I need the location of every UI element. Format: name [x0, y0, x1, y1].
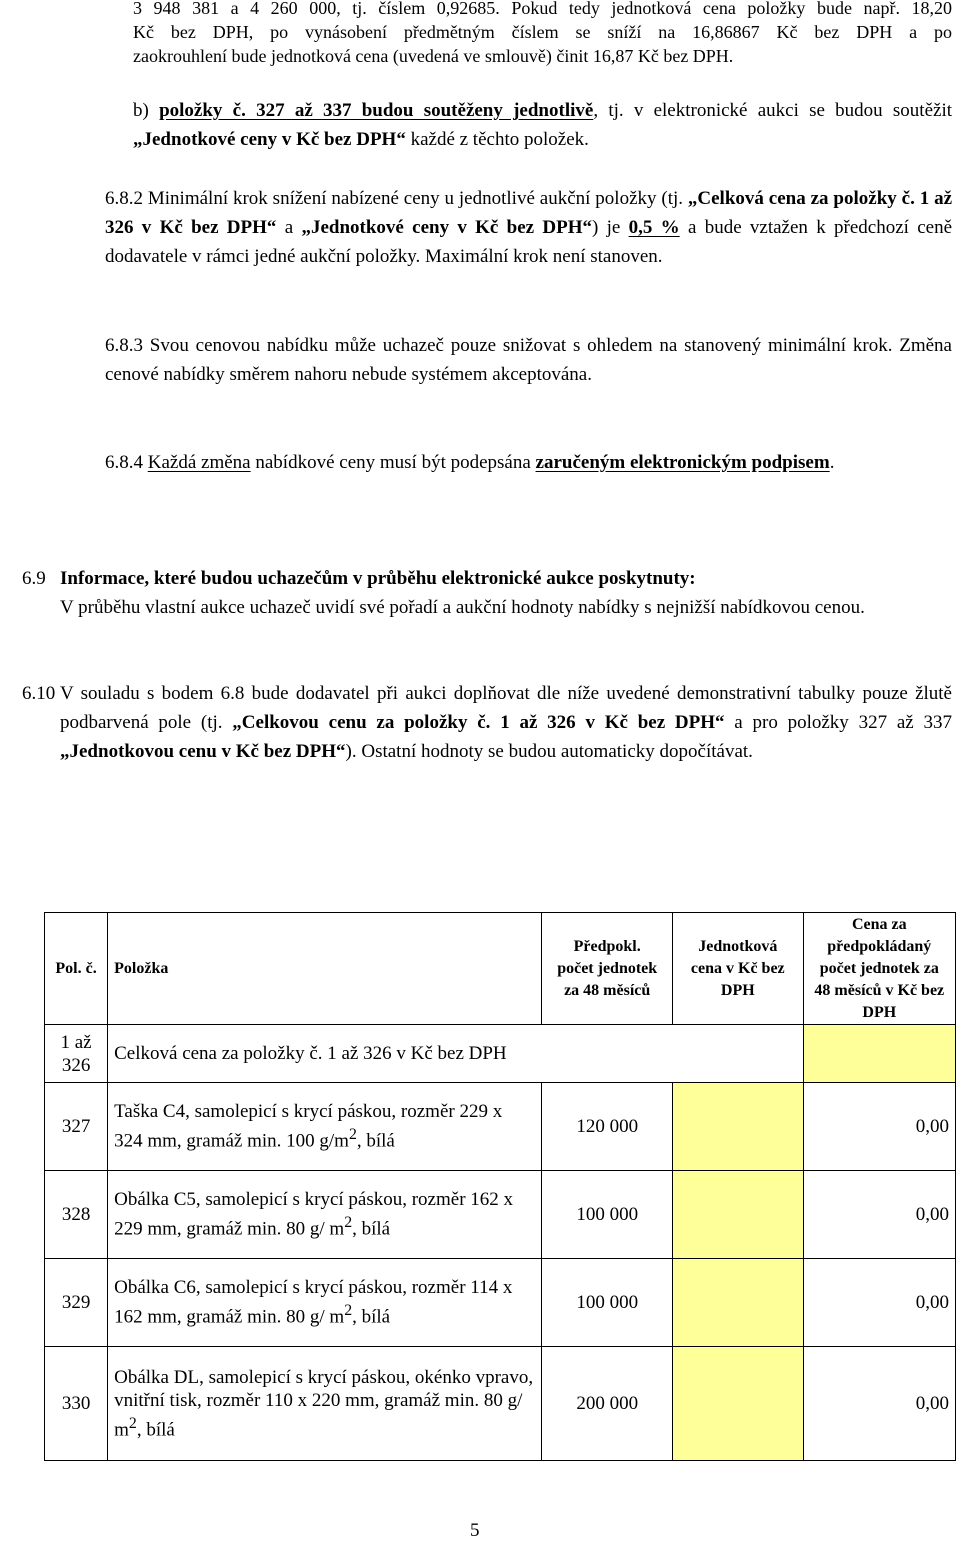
section-6-8-2-bold-1: „Celková cena za položky č. 1 až 326 v Kč bez DPH“: [105, 188, 953, 238]
section-6-10-text-1: V souladu s bodem 6.8 bude dodavatel při aukci doplňovat dle níže uvedené demonstrativní tabulky pouze žlutě podbarvená pole (tj.: [60, 683, 952, 733]
header-qty: Předpokl. počet jednotek za 48 měsíců: [542, 913, 673, 1025]
row-total: 0,00: [803, 1083, 955, 1171]
section-6-8-4-end: .: [829, 452, 835, 473]
row-total: 0,00: [803, 1259, 955, 1347]
section-6-9: [22, 564, 952, 593]
price-table: [44, 912, 956, 1461]
intro-line-1: 3 948 381 a 4 260 000, tj. číslem 0,92685. Pokud tedy jednotková cena položky bude např. 18,20: [133, 0, 952, 18]
section-6-8-4: [105, 448, 952, 477]
item-b-bold-underlined: položky č. 327 až 337 budou soutěženy jednotlivě: [159, 100, 594, 121]
section-6-8-2-text-1: Minimální krok snížení nabízené ceny u jednotlivé aukční položky (tj.: [143, 188, 688, 209]
section-6-8-2-bold-2: „Jednotkové ceny v Kč bez DPH“: [301, 217, 592, 238]
row-qty: 100 000: [542, 1259, 673, 1347]
summary-row: [45, 1025, 956, 1083]
section-6-8-2: [105, 184, 952, 271]
section-6-8-3: [105, 331, 952, 389]
row-total: 0,00: [803, 1347, 955, 1461]
row-unit-price-input[interactable]: [672, 1259, 803, 1347]
item-b-end: každé z těchto položek.: [405, 129, 589, 150]
section-6-8-2-number: 6.8.2: [105, 188, 143, 209]
row-unit-price-input[interactable]: [672, 1083, 803, 1171]
row-pol: 328: [45, 1171, 108, 1259]
section-6-10-bold-2: „Jednotkovou cenu v Kč bez DPH“: [60, 741, 346, 762]
row-item: Obálka C6, samolepicí s krycí páskou, rozměr 114 x 162 mm, gramáž min. 80 g/ $m^2$, bílá: [108, 1259, 542, 1347]
summary-item: Celková cena za položky č. 1 až 326 v Kč bez DPH: [108, 1025, 803, 1083]
section-6-9-body: V průběhu vlastní aukce uchazeč uvidí své pořadí a aukční hodnoty nabídky s nejnižší nabídkovou cenou.: [60, 597, 865, 618]
section-6-8-2-text-4: a bude vztažen k předchozí ceně dodavatele v rámci jedné aukční položky. Maximální krok není stanoven.: [105, 217, 953, 267]
row-qty: 120 000: [542, 1083, 673, 1171]
intro-line-2: Kč bez DPH, po vynásobení předmětným číslem se sníží na 16,86867 Kč bez DPH a po: [133, 22, 952, 42]
section-6-8-4-text: nabídkové ceny musí být podepsána: [250, 452, 536, 473]
section-6-10: [22, 679, 952, 766]
row-item: Obálka C5, samolepicí s krycí páskou, rozměr 162 x 229 mm, gramáž min. 80 g/ $m^2$, bílá: [108, 1171, 542, 1259]
section-6-8-4-underlined: Každá změna: [147, 452, 251, 473]
row-qty: 100 000: [542, 1171, 673, 1259]
section-6-8-2-text-3: ) je: [592, 217, 629, 238]
summary-pol: 1 až 326: [45, 1025, 108, 1083]
item-b-paragraph: [133, 96, 952, 154]
intro-line-3: zaokrouhlení bude jednotková cena (uvedená ve smlouvě) činit 16,87 Kč bez DPH.: [133, 46, 734, 66]
section-6-10-text-3: ). Ostatní hodnoty se budou automaticky dopočítávat.: [345, 741, 753, 762]
page-number: 5: [470, 1520, 480, 1541]
header-total: Cena za předpokládaný počet jednotek za 48 měsíců v Kč bez DPH: [803, 913, 955, 1025]
table-row: [45, 1171, 956, 1259]
section-6-8-2-text-2: a: [276, 217, 302, 238]
row-pol: 330: [45, 1347, 108, 1461]
header-pol: Pol. č.: [45, 913, 108, 1025]
table-row: [45, 1347, 956, 1461]
section-6-8-4-number: 6.8.4: [105, 452, 143, 473]
row-item: Taška C4, samolepicí s krycí páskou, rozměr 229 x 324 mm, gramáž min. 100 $g/m^2$, bílá: [108, 1083, 542, 1171]
row-pol: 327: [45, 1083, 108, 1171]
section-6-10-number: 6.10: [22, 683, 56, 704]
section-6-8-4-signature: zaručeným elektronickým podpisem: [535, 452, 830, 473]
row-qty: 200 000: [542, 1347, 673, 1461]
table-row: [45, 1083, 956, 1171]
table-header-row: [45, 913, 956, 1025]
row-unit-price-input[interactable]: [672, 1171, 803, 1259]
table-row: [45, 1259, 956, 1347]
section-6-8-3-number: 6.8.3: [105, 335, 143, 356]
item-b-prefix: b): [133, 100, 160, 121]
section-6-10-bold-1: „Celkovou cenu za položky č. 1 až 326 v Kč bez DPH“: [232, 712, 725, 733]
section-6-8-3-text: Svou cenovou nabídku může uchazeč pouze snižovat s ohledem na stanovený minimální krok. Změna cenové nabídky směrem nahoru nebude systémem akceptována.: [105, 335, 952, 385]
intro-paragraph: [133, 0, 952, 68]
row-total: 0,00: [803, 1171, 955, 1259]
row-item: Obálka DL, samolepicí s krycí páskou, okénko vpravo, vnitřní tisk, rozměr 110 x 220 mm, gramáž min. 80 g/ $m^2$, bílá: [108, 1347, 542, 1461]
section-6-8-2-percent: 0,5 %: [628, 217, 680, 238]
header-unit-price: Jednotková cena v Kč bez DPH: [672, 913, 803, 1025]
section-6-10-text-2: a pro položky 327 až 337: [724, 712, 952, 733]
summary-total-input[interactable]: [803, 1025, 955, 1083]
section-6-9-heading: Informace, které budou uchazečům v průběhu elektronické aukce poskytnuty:: [60, 568, 696, 589]
section-6-9-number: 6.9: [22, 568, 46, 589]
row-pol: 329: [45, 1259, 108, 1347]
item-b-rest: , tj. v elektronické aukci se budou soutěžit: [593, 100, 952, 121]
row-unit-price-input[interactable]: [672, 1347, 803, 1461]
item-b-quoted: „Jednotkové ceny v Kč bez DPH“: [133, 129, 406, 150]
header-item: Položka: [108, 913, 542, 1025]
